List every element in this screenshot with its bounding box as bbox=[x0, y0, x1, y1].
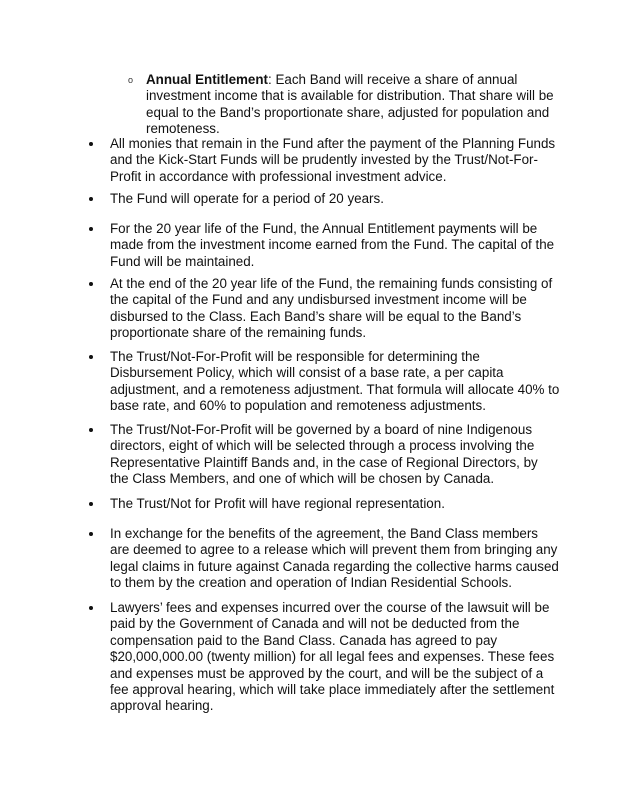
bullet-item-annual-payments bbox=[110, 221, 560, 270]
bullet-text: Lawyers’ fees and expenses incurred over the course of the lawsuit will be paid by the Government of Canada and will not be deducted from the compensation paid to the Band Class. Canada has agreed to pay $20,000,000.00 (twenty million) for all legal fees and expenses. These fees and expenses must be approved by the court, and will be the subject of a fee approval hearing, which will take place immediately after the settlement approval hearing. bbox=[110, 600, 555, 714]
sub-bullet-annual-entitlement bbox=[128, 72, 566, 138]
bullet-text: At the end of the 20 year life of the Fund, the remaining funds consisting of the capital of the Fund and any undisbursed investment income will be disbursed to the Class. Each Band’s share will be equal to the Band’s proportionate share of the remaining funds. bbox=[110, 276, 553, 341]
bullet-item-fund-period bbox=[110, 191, 560, 207]
bullet-text: In exchange for the benefits of the agreement, the Band Class members are deemed to agree to a release which will prevent them from bringing any legal claims in future against Canada regarding the collective harms caused to them by the creation and operation of Indian Residential Schools. bbox=[110, 526, 559, 591]
bullet-item-fund-investment bbox=[110, 136, 560, 185]
bullet-text: All monies that remain in the Fund after the payment of the Planning Funds and the Kick-Start Funds will be prudently invested by the Trust/Not-For-Profit in accordance with professional investment advice. bbox=[110, 136, 556, 184]
bullet-icon bbox=[89, 142, 93, 146]
bullet-icon bbox=[89, 532, 93, 536]
bullet-icon bbox=[89, 606, 93, 610]
bullet-text: For the 20 year life of the Fund, the Annual Entitlement payments will be made from the investment income earned from the Fund. The capital of the Fund will be maintained. bbox=[110, 221, 555, 269]
bullet-icon bbox=[89, 428, 93, 432]
bullet-item-lawyers-fees bbox=[110, 600, 560, 715]
bullet-icon bbox=[89, 502, 93, 506]
sub-item-text: : Each Band will receive a share of annual investment income that is available for distribution. That share will be equal to the Band’s proportionate share, adjusted for population and remoteness. bbox=[146, 72, 554, 137]
bullet-icon bbox=[89, 227, 93, 231]
bullet-icon bbox=[89, 355, 93, 359]
bullet-item-board-governance bbox=[110, 422, 560, 488]
bullet-item-regional-representation bbox=[110, 496, 560, 512]
bullet-item-release bbox=[110, 526, 560, 592]
term-annual-entitlement: Annual Entitlement bbox=[146, 72, 269, 87]
bullet-text: The Trust/Not for Profit will have regional representation. bbox=[110, 496, 445, 511]
bullet-text: The Trust/Not-For-Profit will be responsible for determining the Disbursement Policy, which will consist of a base rate, a per capita adjustment, and a remoteness adjustment. That formula will allocate 40% to base rate, and 60% to population and remoteness adjustments. bbox=[110, 349, 560, 414]
bullet-item-disbursement-policy bbox=[110, 349, 560, 415]
bullet-item-end-of-fund bbox=[110, 276, 560, 342]
bullet-text: The Fund will operate for a period of 20 years. bbox=[110, 191, 384, 206]
bullet-icon bbox=[89, 197, 93, 201]
hollow-circle-bullet-icon: o bbox=[128, 75, 134, 85]
bullet-icon bbox=[89, 282, 93, 286]
bullet-text: The Trust/Not-For-Profit will be governed by a board of nine Indigenous directors, eight of which will be selected through a process involving the Representative Plaintiff Bands and, in the case of Regional Directors, by the Class Members, and one of which will be chosen by Canada. bbox=[110, 422, 538, 487]
